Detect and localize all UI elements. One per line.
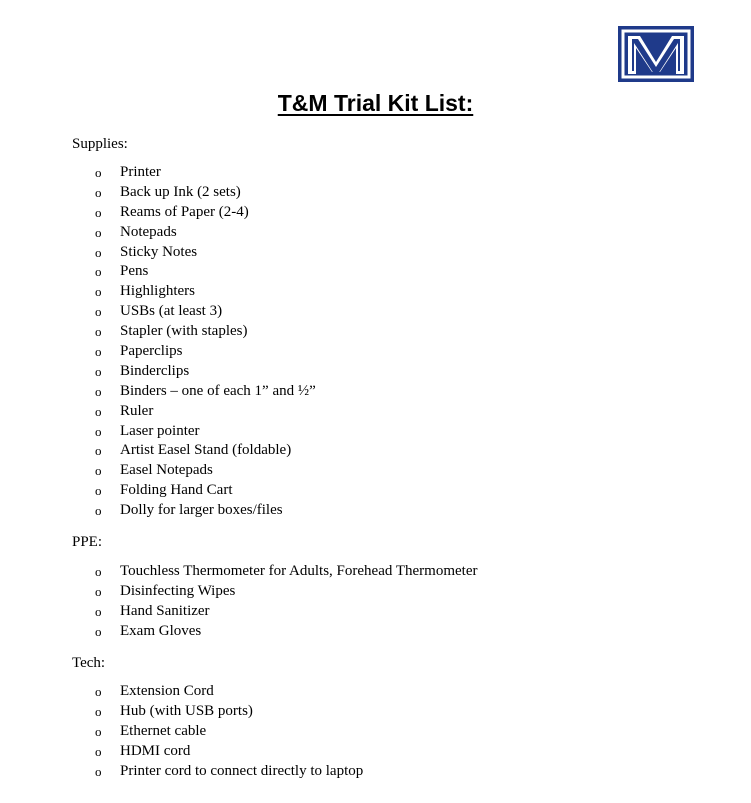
list-item-text: Back up Ink (2 sets) [120, 183, 241, 200]
bullet-icon: o [95, 204, 102, 220]
bullet-icon: o [95, 264, 102, 280]
list-item-text: Notepads [120, 223, 177, 240]
list-item-text: HDMI cord [120, 742, 191, 759]
list-item-text: Folding Hand Cart [120, 482, 233, 499]
bullet-icon: o [95, 383, 102, 399]
list-item-text: Artist Easel Stand (foldable) [120, 442, 292, 459]
list-item-text: Ethernet cable [120, 722, 207, 739]
bullet-icon: o [95, 304, 102, 320]
list-item-text: Extension Cord [120, 683, 214, 699]
list-item-text: Binderclips [120, 362, 190, 379]
list-item-text: Touchless Thermometer for Adults, Forehead Thermometer [120, 563, 478, 579]
list-item-text: Highlighters [120, 283, 195, 300]
bullet-icon: o [95, 423, 102, 439]
bullet-icon: o [95, 583, 102, 599]
section-heading-ppe: PPE: [72, 534, 103, 550]
list-item-text: Binders – one of each 1” and ½” [120, 382, 316, 399]
list-item-text: Hand Sanitizer [120, 602, 210, 619]
bullet-icon: o [95, 324, 102, 340]
bullet-icon: o [95, 463, 102, 479]
list-item-text: Hub (with USB ports) [120, 702, 253, 719]
bullet-icon: o [95, 564, 102, 579]
bullet-icon: o [95, 184, 102, 200]
bullet-icon: o [95, 224, 102, 240]
bullet-icon: o [95, 483, 102, 499]
bullet-icon: o [95, 244, 102, 260]
bullet-icon: o [95, 403, 102, 419]
list-item-text: Sticky Notes [120, 243, 198, 260]
list-item-text: Laser pointer [120, 422, 200, 439]
section-heading-tech: Tech: [72, 655, 106, 671]
list-item-text: Reams of Paper (2-4) [120, 203, 249, 220]
bullet-icon: o [95, 284, 102, 300]
bullet-icon: o [95, 344, 102, 360]
list-item-text: Printer [120, 164, 161, 180]
page-title-text: T&M Trial Kit List: [277, 90, 474, 116]
tm-logo-icon [618, 26, 694, 82]
bullet-icon: o [95, 443, 102, 459]
bullet-icon: o [95, 603, 102, 619]
list-item-text: Easel Notepads [120, 462, 213, 479]
bullet-icon: o [95, 763, 102, 779]
list-item-text: Ruler [120, 402, 154, 419]
bullet-icon: o [95, 723, 102, 739]
list-item-text: Dolly for larger boxes/files [120, 502, 283, 519]
list-item-text: USBs (at least 3) [120, 303, 223, 320]
list-item-text: Exam Gloves [120, 622, 202, 639]
page-title [0, 88, 751, 118]
bullet-icon: o [95, 684, 102, 699]
bullet-icon: o [95, 743, 102, 759]
company-logo-icon [618, 26, 694, 82]
bullet-icon: o [95, 703, 102, 719]
list-item-text: Printer cord to connect directly to laptop [120, 762, 364, 779]
list-item-text: Stapler (with staples) [120, 323, 248, 340]
section-heading-supplies: Supplies: [72, 136, 128, 152]
bullet-icon: o [95, 363, 102, 379]
bullet-icon: o [95, 503, 102, 519]
bullet-icon: o [95, 623, 102, 639]
list-item-text: Pens [120, 263, 149, 280]
list-item-text: Paperclips [120, 343, 183, 360]
list-item-text: Disinfecting Wipes [120, 582, 236, 599]
bullet-icon: o [95, 165, 102, 180]
